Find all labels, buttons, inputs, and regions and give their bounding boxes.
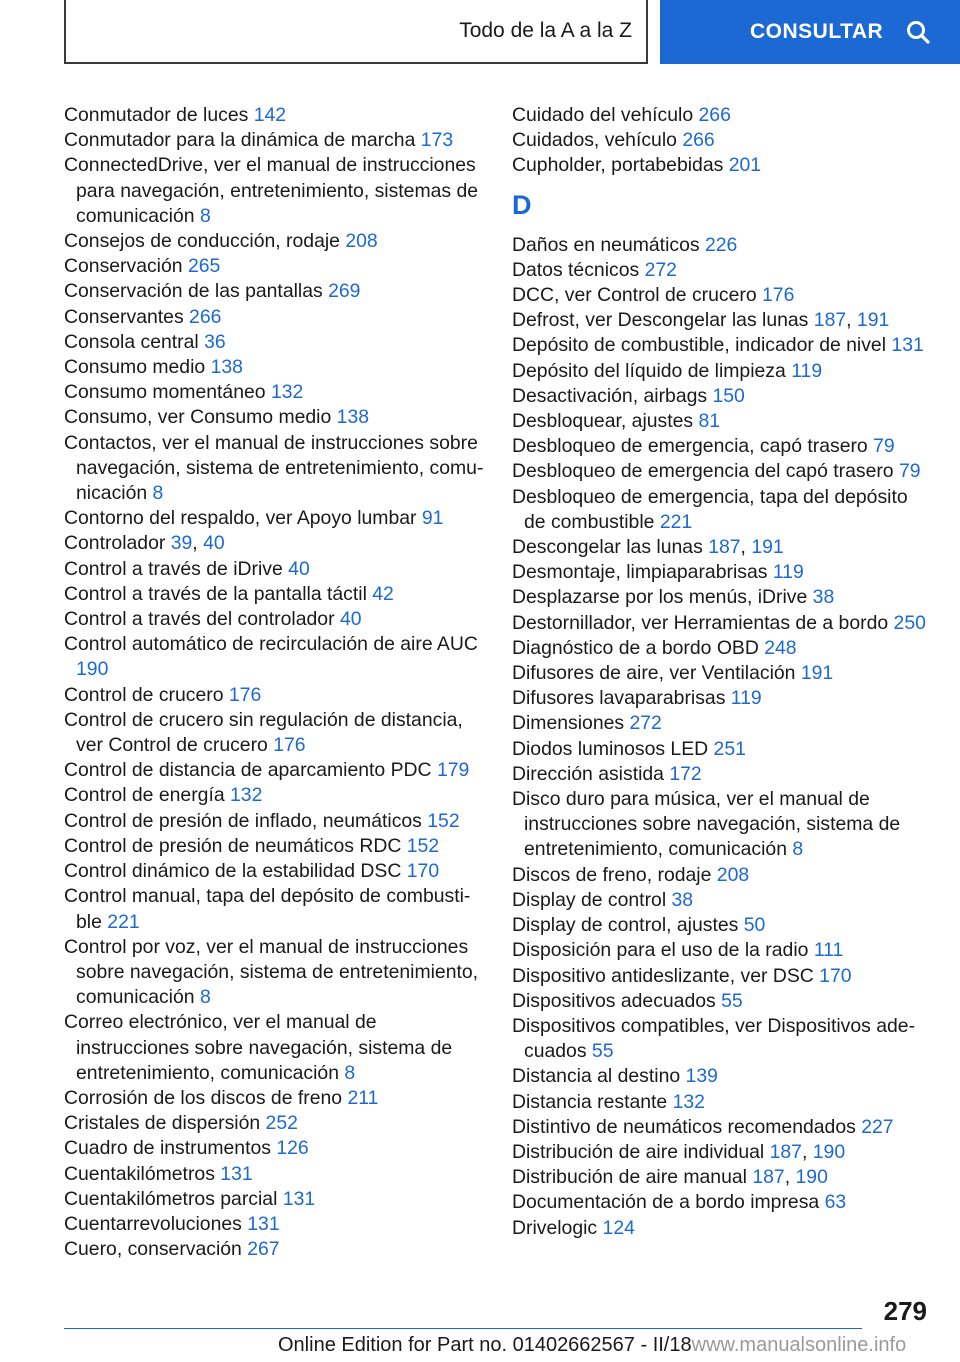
index-entry-text: Display de control, ajustes [512,914,739,937]
page-link[interactable]: 8 [152,482,164,505]
index-entry [64,355,484,380]
page-link[interactable]: 201 [728,154,762,177]
index-entry [512,1090,932,1115]
page-link[interactable]: 173 [420,129,454,152]
index-entry-text: Diagnóstico de a bordo OBD [512,636,759,659]
page-link[interactable]: 40 [203,532,225,555]
page-number: 279 [883,1296,927,1326]
index-entry-text: Control manual, tapa del depósito de combustible [64,885,471,933]
index-entry [512,686,932,711]
index-entry-text: Conservantes [64,305,184,328]
index-entry-text: Cupholder, portabebidas [512,154,724,177]
index-entry-text: Control a través de la pantalla táctil [64,582,367,605]
index-entry-text: Daños en neumáticos [512,233,700,256]
index-column-right [512,103,932,1241]
page-link[interactable]: 132 [672,1090,705,1113]
index-entry [64,1212,484,1237]
index-entry-text: Difusores lavaparabrisas [512,687,726,710]
index-entry [512,611,932,636]
page-link[interactable]: 63 [824,1191,847,1214]
watermark: www.manualsonline.info [691,1334,907,1356]
page-link[interactable]: 191 [856,309,890,332]
page-link[interactable]: 208 [716,863,750,886]
page-link[interactable]: 269 [328,280,361,303]
index-entry-text: Control a través del controlador [64,608,335,631]
index-entry-text: Distintivo de neumáticos recomendados [512,1115,856,1138]
page-link[interactable]: 124 [602,1216,635,1239]
index-entry [512,585,932,610]
index-entry-text: Destornillador, ver Herramientas de a bordo [512,611,889,634]
index-entry-text: Correo electrónico, ver el manual de instrucciones sobre navegación, sistema de entretenimiento, comunicación [64,1011,453,1084]
page-link[interactable]: 211 [347,1086,379,1109]
index-entry-text: Depósito de combustible, indicador de nivel [512,334,887,357]
index-entry-text: Control de crucero sin regulación de distancia, ver Control de crucero [64,708,463,757]
index-entry [512,560,932,585]
index-entry [64,557,484,582]
page-link[interactable]: 190 [76,658,109,681]
index-entry [512,1190,932,1215]
page-link[interactable]: 190 [812,1140,846,1163]
index-entry [64,1111,484,1136]
index-entry [512,359,932,384]
page-link[interactable]: 119 [772,561,804,584]
page-link[interactable]: 226 [704,233,738,256]
index-entry-text: Desmontaje, limpiaparabrisas [512,561,768,584]
index-entry [64,708,484,758]
index-entry-text: Control de presión de inflado, neumáticos [64,809,422,832]
page-link[interactable]: 221 [659,510,693,533]
page-link[interactable]: 131 [220,1162,253,1185]
page-link[interactable]: 208 [345,230,378,253]
index-entry [64,128,484,153]
index-entry-text: Dispositivos compatibles, ver Dispositivos adecuados [512,1014,916,1063]
index-entry [64,103,484,128]
index-entry: Distribución de aire manual 187, 190 [512,1166,828,1189]
section-letter-heading: D [512,190,532,220]
index-entry [64,405,484,430]
index-entry-text: Discos de freno, rodaje [512,863,712,886]
page-link[interactable]: 132 [230,784,263,807]
index-entry-text: Desbloquear, ajustes [512,410,694,433]
index-entry [64,859,484,884]
index-entry [64,1162,484,1187]
page-link[interactable]: 187 [752,1166,785,1189]
index-entry-text: Cuentakilómetros [64,1162,215,1185]
page-link[interactable]: 221 [107,910,140,933]
index-entry [64,1136,484,1161]
index-entry [512,333,932,358]
index-entry-text: Controlador [64,532,166,555]
index-entry-text: Cuadro de instrumentos [64,1137,271,1160]
index-entry [512,964,932,989]
index-entry [64,229,484,254]
index-entry-text: Cristales de dispersión [64,1112,261,1135]
page-link[interactable]: 131 [891,334,924,357]
search-icon [905,19,931,45]
index-entry-text: Control de presión de neumáticos RDC [64,834,402,857]
page-link[interactable]: 36 [204,330,226,353]
index-entry: Controlador 39, 40 [64,532,225,555]
index-entry [512,384,932,409]
index-entry [512,1014,932,1064]
page-link[interactable]: 190 [795,1166,828,1189]
page-link[interactable]: 131 [282,1187,316,1210]
index-entry [64,279,484,304]
index-entry-text: Drivelogic [512,1216,598,1239]
page-link[interactable]: 176 [273,734,306,757]
index-entry [64,582,484,607]
index-entry [64,153,484,229]
az-index-tab-label: Todo de la A a la Z [459,19,632,42]
index-entry-text: Desactivación, airbags [512,384,708,407]
page-link[interactable]: 142 [253,104,287,126]
index-entry-text: Defrost, ver Descongelar las lunas [512,309,809,332]
index-entry [512,283,932,308]
index-entry-text: Difusores de aire, ver Ventilación [512,662,796,685]
page-link[interactable]: 248 [764,636,797,659]
index-entry-text: Conservación [64,255,183,278]
index-entry [64,632,484,682]
index-entry [512,711,932,736]
index-entry [512,636,932,661]
page-link[interactable]: 250 [893,611,926,634]
page-link[interactable]: 172 [669,762,702,785]
page-link[interactable]: 8 [199,986,211,1009]
index-entry [64,834,484,859]
index-entry-text: Control de energía [64,784,225,807]
consult-button-label: CONSULTAR [750,20,884,43]
index-entry [512,989,932,1014]
index-entry [512,128,932,153]
index-entry [512,863,932,888]
index-entry [512,938,932,963]
index-entry-text: Cuidado del vehículo [512,104,694,126]
index-entry-text: Control de distancia de aparcamiento PDC [64,759,432,782]
index-entry [512,459,932,484]
index-entry-text: Distribución de aire manual [512,1166,747,1189]
index-entry [64,783,484,808]
page-link[interactable]: 179 [436,759,470,782]
index-entry-text: Dirección asistida [512,762,664,785]
index-entry-text: Conservación de las pantallas [64,280,323,303]
index-entry: Distribución de aire individual 187, 190 [512,1140,846,1163]
index-entry-text: Distribución de aire individual [512,1140,765,1163]
page-link[interactable]: 8 [344,1061,356,1084]
index-entry-text: Cuidados, vehículo [512,129,677,152]
index-entry [512,762,932,787]
index-entry [512,258,932,283]
index-entry [64,809,484,834]
index-entry-text: Distancia restante [512,1090,668,1113]
index-entry [64,683,484,708]
index-entry-text: Desbloqueo de emergencia del capó trasero [512,460,894,483]
index-entry [64,1010,484,1086]
index-entry [512,888,932,913]
page-link[interactable]: 8 [199,204,211,227]
page-link[interactable]: 138 [210,356,243,379]
index-entry-text: Contorno del respaldo, ver Apoyo lumbar [64,507,417,530]
index-entry [512,409,932,434]
page-link[interactable]: 79 [898,460,921,483]
index-entry [512,153,932,178]
index-entry [512,661,932,686]
index-entry-text: Consumo, ver Consumo medio [64,406,332,429]
page-link[interactable]: 39 [170,532,193,555]
index-entry-text: Control por voz, ver el manual de instrucciones sobre navegación, sistema de entretenimiento, comunicación [64,935,479,1009]
index-entry-text: Dimensiones [512,712,625,735]
index-entry-text: Consola central [64,330,199,353]
index-entry-text: Desbloqueo de emergencia, capó trasero [512,435,868,458]
index-entry-text: Dispositivos adecuados [512,989,716,1012]
index-entry-text: Control de crucero [64,683,224,706]
index-entry [512,434,932,459]
index-entry-text: Conmutador de luces [64,104,249,126]
index-entry [64,758,484,783]
index-entry [64,1086,484,1111]
index-entry [512,737,932,762]
index-entry: Defrost, ver Descongelar las lunas 187, 191 [512,309,890,332]
page-link[interactable]: 8 [792,838,804,861]
page-link[interactable]: 251 [713,737,746,760]
page-link[interactable]: 126 [276,1137,309,1160]
index-entry: Descongelar las lunas 187, 191 [512,536,784,559]
page-link[interactable]: 79 [873,435,895,458]
page-link[interactable]: 191 [751,536,784,559]
index-entry-text: Cuero, conservación [64,1238,242,1261]
index-entry [512,1115,932,1140]
index-entry [64,305,484,330]
page-link[interactable]: 266 [682,129,715,152]
page-link[interactable]: 42 [372,582,394,605]
az-index-tab[interactable] [64,0,648,64]
page-link[interactable]: 266 [698,104,731,126]
page-link[interactable]: 267 [247,1238,280,1261]
index-entry [512,787,932,863]
page-link[interactable]: 119 [730,687,762,710]
page-link[interactable]: 152 [406,834,440,857]
index-entry-text: Control a través de iDrive [64,557,283,580]
page-link[interactable]: 191 [800,662,834,685]
page-link[interactable]: 176 [762,284,795,307]
page-link[interactable]: 252 [265,1112,298,1135]
index-entry-text: Datos técnicos [512,258,640,281]
index-entry-text: Dispositivo antideslizante, ver DSC [512,964,814,987]
page-link[interactable]: 111 [813,939,844,962]
page-link[interactable]: 138 [336,406,370,429]
index-entry [64,330,484,355]
page-link[interactable]: 227 [861,1115,894,1138]
footer-edition-text [278,1334,906,1357]
index-entry-text: Contactos, ver el manual de instrucciones sobre navegación, sistema de entretenimiento, comunicación [64,431,484,505]
page-link[interactable]: 40 [339,608,362,631]
page-link[interactable]: 150 [712,384,745,407]
index-entry [64,935,484,1011]
page-link[interactable]: 152 [427,809,460,832]
page-link[interactable]: 187 [769,1140,802,1163]
index-entry [512,485,932,535]
page-link[interactable]: 40 [288,557,310,580]
index-entry [64,884,484,934]
index-entry-text: Diodos luminosos LED [512,737,709,760]
index-entry [64,380,484,405]
index-entry-text: Cuentakilómetros parcial [64,1187,278,1210]
index-entry [64,1237,484,1262]
page-link[interactable]: 91 [421,507,444,530]
page-link[interactable]: 187 [813,309,847,332]
index-entry-text: Depósito del líquido de limpieza [512,359,786,382]
page-link[interactable]: 50 [743,914,766,937]
index-entry-text: Consumo medio [64,356,206,379]
index-entry [64,607,484,632]
page-link[interactable]: 38 [671,888,694,911]
index-entry-text: Consejos de conducción, rodaje [64,230,340,253]
index-entry [64,254,484,279]
index-entry-text: Disposición para el uso de la radio [512,939,809,962]
index-entry-text: Desbloqueo de emergencia, tapa del depósito de combustible [512,485,908,533]
consult-button[interactable] [660,0,960,64]
index-entry [512,103,932,128]
index-entry-text: Disco duro para música, ver el manual de instrucciones sobre navegación, sistema de entretenimiento, comunicación [512,788,901,861]
page-link[interactable]: 265 [187,255,221,278]
index-entry-text: Desplazarse por los menús, iDrive [512,586,808,609]
index-entry-text: Cuentarrevoluciones [64,1212,242,1235]
index-entry-text: Consumo momentáneo [64,381,266,404]
index-entry [64,506,484,531]
edition-info: Online Edition for Part no. 01402662567 - II/18 [278,1334,692,1356]
index-entry [512,913,932,938]
index-entry-text: Distancia al destino [512,1065,681,1088]
page-link[interactable]: 139 [685,1065,718,1088]
page-link[interactable]: 187 [708,536,741,559]
index-entry [512,233,932,258]
index-entry-text: DCC, ver Control de crucero [512,284,757,307]
index-entry [64,1187,484,1212]
index-entry [64,431,484,507]
page-link[interactable]: 272 [629,712,662,735]
page-link[interactable]: 55 [721,989,743,1012]
page-link[interactable]: 132 [270,381,304,404]
index-entry-text: Descongelar las lunas [512,536,703,559]
page-link[interactable]: 131 [247,1212,280,1235]
index-entry [512,1216,932,1241]
page-link[interactable]: 176 [228,683,262,706]
index-entry-text: Corrosión de los discos de freno [64,1086,343,1109]
index-column-left [64,103,484,1262]
page-link[interactable]: 119 [791,359,823,382]
index-entry-text: Documentación de a bordo impresa [512,1191,820,1214]
page-link[interactable]: 272 [644,258,677,281]
page-link[interactable]: 81 [698,410,721,433]
index-entry-text: Display de control [512,888,667,911]
page-link[interactable]: 170 [819,964,852,987]
page-link[interactable]: 38 [812,586,835,609]
page-link[interactable]: 266 [189,305,222,328]
index-entry-text: Control automático de recirculación de aire AUC [64,633,478,656]
index-entry-text: ConnectedDrive, ver el manual de instrucciones para navegación, entretenimiento, sistemas de comunicación [64,154,479,227]
footer-divider [64,1328,862,1329]
page-link[interactable]: 170 [406,860,440,883]
index-entry [512,1064,932,1089]
index-entry-text: Control dinámico de la estabilidad DSC [64,860,402,883]
page-link[interactable]: 55 [591,1040,614,1063]
index-entry-text: Conmutador para la dinámica de marcha [64,129,416,152]
